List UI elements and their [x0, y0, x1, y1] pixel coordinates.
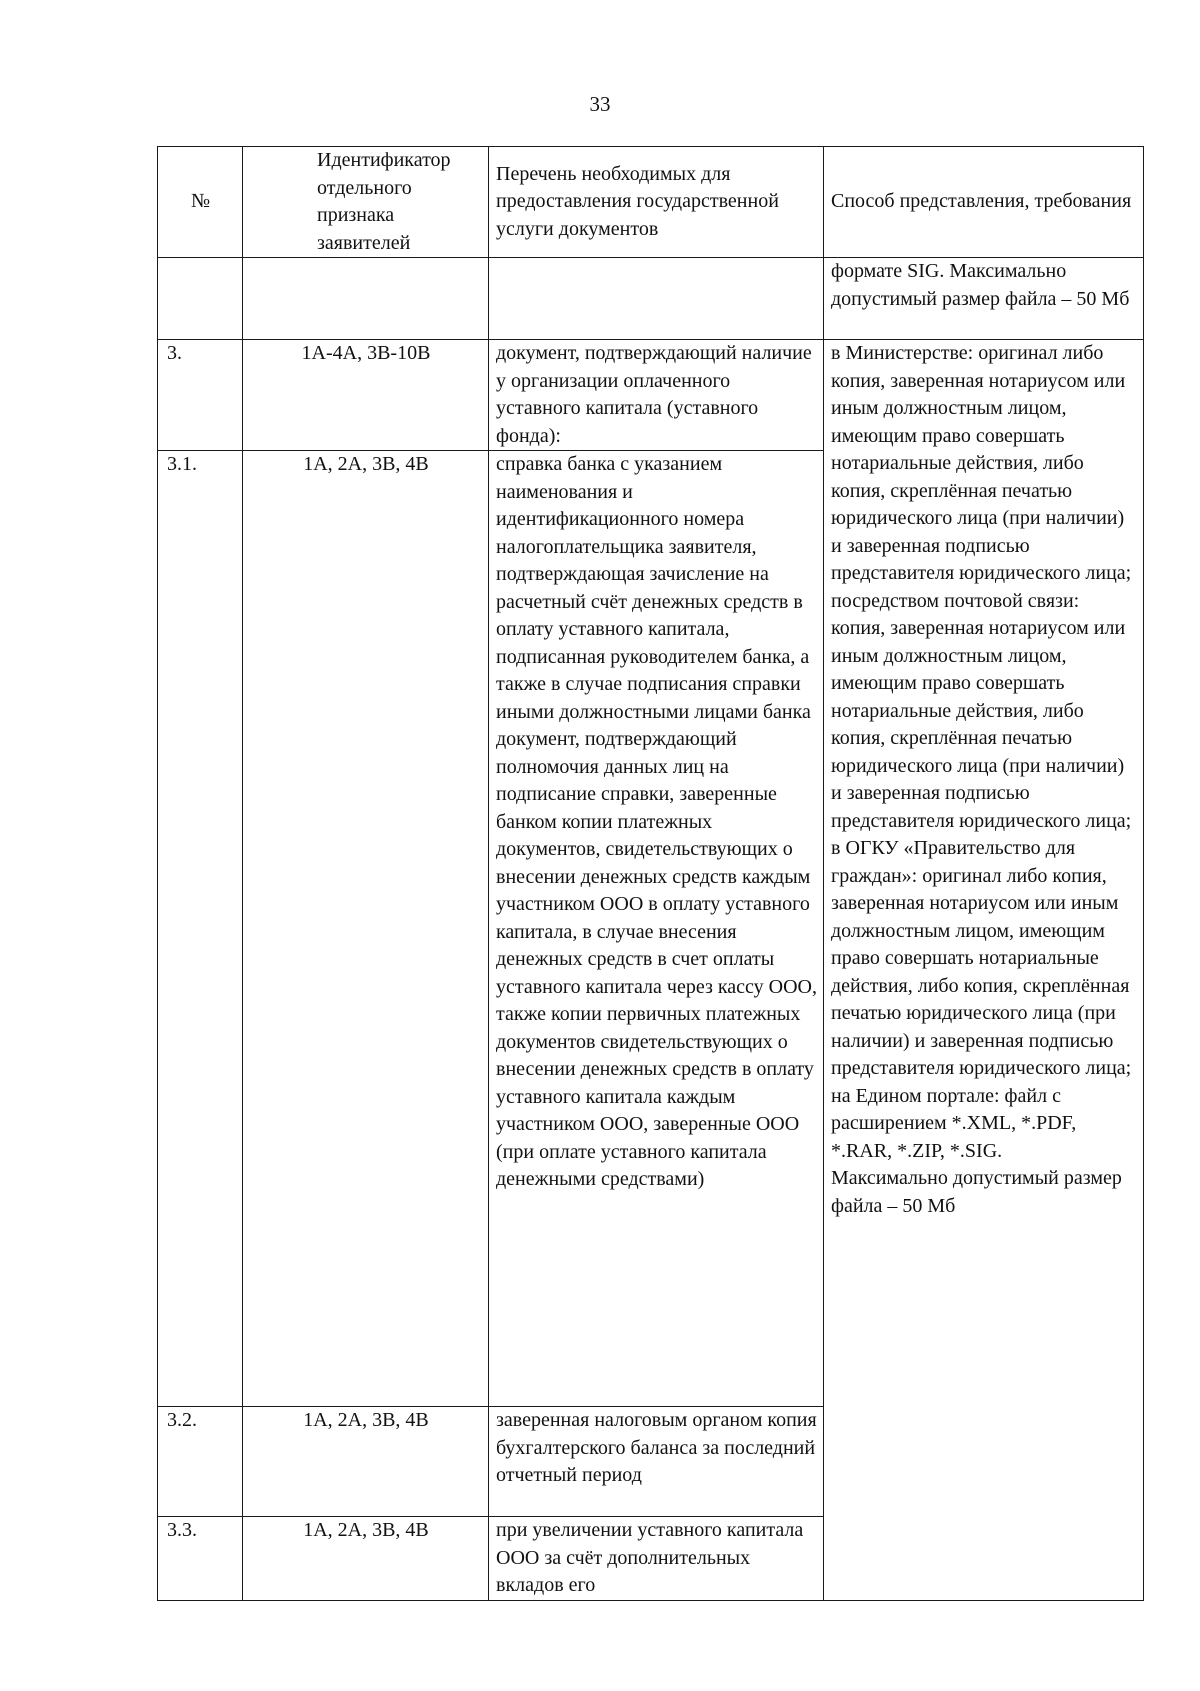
row-no: 3.1.	[158, 451, 243, 1407]
row-no: 3.	[158, 340, 243, 451]
table-row-continuation	[158, 258, 1144, 340]
row-documents	[489, 258, 824, 340]
row-documents: заверенная налоговым органом копия бухгалтерского баланса за последний отчетный период	[489, 1407, 824, 1517]
row-no	[158, 258, 243, 340]
row-documents: документ, подтверждающий наличие у организации оплаченного уставного капитала (уставного фонда):	[489, 340, 824, 451]
method-merged-cell	[824, 340, 1144, 1601]
method-max-size: Максимально допустимый размер файла – 50 Мб	[831, 1167, 1122, 1217]
row-documents: при увеличении уставного капитала ООО за счёт дополнительных вкладов его	[489, 1517, 824, 1601]
method-portal: на Едином портале: файл с расширением *.XML, *.PDF, *.RAR, *.ZIP, *.SIG.	[831, 1084, 1077, 1162]
header-identifier: Идентификатор отдельного признака заявителей	[243, 147, 489, 258]
table-header-row	[158, 147, 1144, 258]
row-identifier: 1А-4А, 3В-10В	[243, 340, 489, 451]
row-no: 3.3.	[158, 1517, 243, 1601]
row-identifier: 1А, 2А, 3В, 4В	[243, 1407, 489, 1517]
row-method: формате SIG. Максимально допустимый размер файла – 50 Мб	[824, 258, 1144, 340]
method-post: посредством почтовой связи: копия, заверенная нотариусом или иным должностным лицом, имеющим право совершать нотариальные действия, либо копия, скреплённая печатью юридического лица (при наличии) и заверенная подписью представителя юридического лица;	[831, 589, 1132, 832]
table-row-3	[158, 340, 1144, 451]
header-documents: Перечень необходимых для предоставления государственной услуги документов	[489, 147, 824, 258]
header-method: Способ представления, требования	[824, 147, 1144, 258]
row-identifier: 1А, 2А, 3В, 4В	[243, 1517, 489, 1601]
method-ministry: в Министерстве: оригинал либо копия, заверенная нотариусом или иным должностным лицом, имеющим право совершать нотариальные действия, либо копия, скреплённая печатью юридического лица (при наличии) и заверенная подписью представителя юридического лица;	[831, 342, 1132, 584]
row-identifier	[243, 258, 489, 340]
row-documents: справка банка с указанием наименования и идентификационного номера налогоплательщика заявителя, подтверждающая зачисление на расчетный счёт денежных средств в оплату уставного капитала, подписанная руководителем банка, а также в случае подписания справки иными должностными лицами банка документ, подтверждающий полномочия данных лиц на подписание справки, заверенные банком копии платежных документов, свидетельствующих о внесении денежных средств каждым участником ООО в оплату уставного капитала, в случае внесения денежных средств в счет оплаты уставного капитала через кассу ООО, также копии первичных платежных документов свидетельствующих о внесении денежных средств в оплату уставного капитала каждым участником ООО, заверенные ООО (при оплате уставного капитала денежными средствами)	[489, 451, 824, 1407]
row-no: 3.2.	[158, 1407, 243, 1517]
page-number: 33	[589, 92, 611, 116]
row-identifier: 1А, 2А, 3В, 4В	[243, 451, 489, 1407]
documents-table	[157, 146, 1144, 1601]
method-ogku: в ОГКУ «Правительство для граждан»: оригинал либо копия, заверенная нотариусом или иным должностным лицом, имеющим право совершать нотариальные действия, либо копия, скреплённая печатью юридического лица (при наличии) и заверенная подписью представителя юридического лица;	[831, 837, 1132, 1079]
header-no: №	[158, 147, 243, 258]
